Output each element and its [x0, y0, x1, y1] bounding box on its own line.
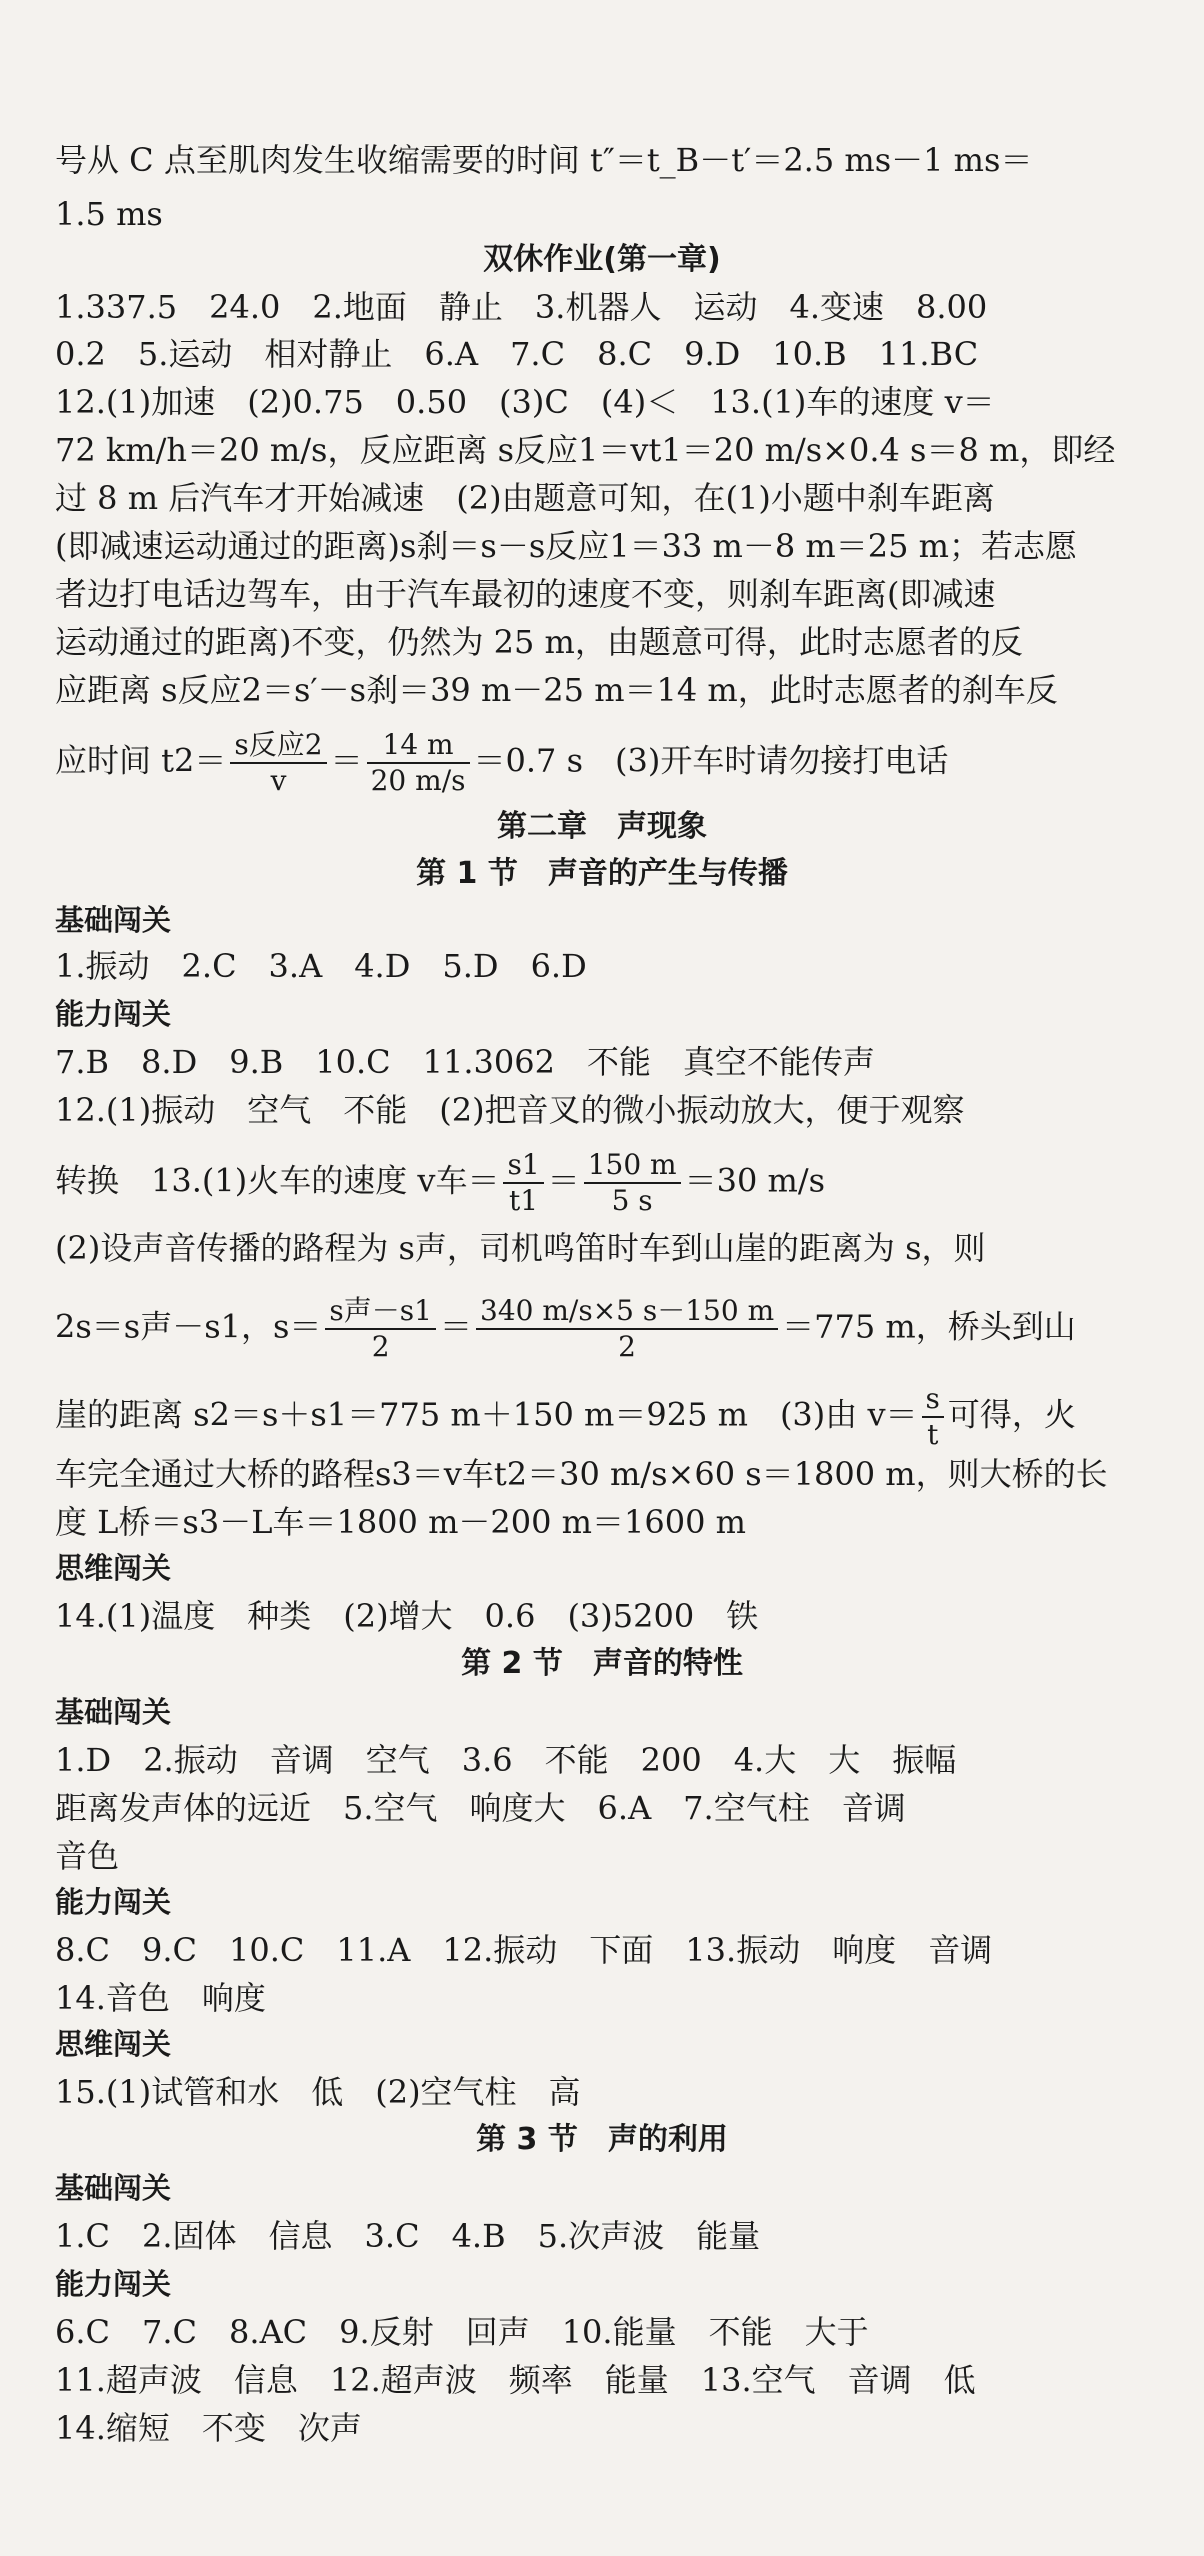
- fraction-numerator: 340 m/s×5 s－150 m: [476, 1294, 778, 1330]
- fraction: [325, 1294, 436, 1364]
- answer-line-with-fraction: [55, 1294, 1174, 1364]
- fraction: [476, 1294, 778, 1364]
- fraction-numerator: s反应2: [230, 728, 326, 764]
- text-segment: 崖的距离 s2＝s＋s1＝775 m＋150 m＝925 m (3)由 v＝: [55, 1395, 918, 1434]
- answer-line-with-fraction: [55, 1148, 1174, 1218]
- answer-line: 车完全通过大桥的路程s3＝v车t2＝30 m/s×60 s＝1800 m，则大桥的长: [55, 1455, 1108, 1493]
- fraction-numerator: s: [922, 1382, 944, 1418]
- fraction-numerator: 14 m: [367, 728, 470, 764]
- answer-line: 1.5 ms: [55, 195, 163, 233]
- answer-line: 14.缩短 不变 次声: [55, 2409, 362, 2447]
- section-heading: 第 2 节 声音的特性: [461, 1646, 743, 1681]
- fraction: [922, 1382, 944, 1452]
- answer-line: 11.超声波 信息 12.超声波 频率 能量 13.空气 音调 低: [55, 2361, 976, 2399]
- subsection-label: 基础闯关: [55, 903, 172, 937]
- answer-line: 8.C 9.C 10.C 11.A 12.振动 下面 13.振动 响度 音调: [55, 1931, 993, 1969]
- answer-line: 1.D 2.振动 音调 空气 3.6 不能 200 4.大 大 振幅: [55, 1741, 957, 1779]
- text-segment: ＝: [330, 741, 363, 780]
- subsection-label: 能力闯关: [55, 997, 172, 1031]
- section-heading: 第 1 节 声音的产生与传播: [416, 856, 788, 891]
- text-segment: ＝: [547, 1161, 580, 1200]
- answer-line: 度 L桥＝s3－L车＝1800 m－200 m＝1600 m: [55, 1503, 746, 1541]
- fraction-denominator: v: [270, 764, 287, 797]
- answer-line: 运动通过的距离)不变，仍然为 25 m，由题意可得，此时志愿者的反: [55, 623, 1023, 661]
- answer-line: 15.(1)试管和水 低 (2)空气柱 高: [55, 2073, 581, 2111]
- fraction-denominator: 2: [371, 1330, 390, 1363]
- fraction-denominator: t: [927, 1418, 939, 1451]
- fraction: [503, 1148, 543, 1218]
- text-segment: 可得，火: [947, 1395, 1076, 1434]
- answer-line: 过 8 m 后汽车才开始减速 (2)由题意可知，在(1)小题中刹车距离: [55, 479, 995, 517]
- answer-line: 14.(1)温度 种类 (2)增大 0.6 (3)5200 铁: [55, 1597, 759, 1635]
- answer-line: (2)设声音传播的路程为 s声，司机鸣笛时车到山崖的距离为 s，则: [55, 1229, 986, 1267]
- subsection-label: 思维闯关: [55, 1551, 172, 1585]
- text-segment: ＝775 m，桥头到山: [782, 1307, 1076, 1346]
- answer-line-with-fraction: [55, 1382, 1174, 1452]
- subsection-label: 思维闯关: [55, 2027, 172, 2061]
- fraction-denominator: 2: [618, 1330, 636, 1363]
- answer-line: 12.(1)加速 (2)0.75 0.50 (3)C (4)＜ 13.(1)车的速度 v＝: [55, 383, 995, 421]
- answer-line: 0.2 5.运动 相对静止 6.A 7.C 8.C 9.D 10.B 11.BC: [55, 335, 979, 373]
- answer-line: 72 km/h＝20 m/s，反应距离 s反应1＝vt1＝20 m/s×0.4 s＝8 m，即经: [55, 431, 1116, 469]
- fraction-numerator: s1: [503, 1148, 543, 1184]
- answer-line: 音色: [55, 1837, 120, 1875]
- answer-line: 1.C 2.固体 信息 3.C 4.B 5.次声波 能量: [55, 2217, 761, 2255]
- answer-line: 7.B 8.D 9.B 10.C 11.3062 不能 真空不能传声: [55, 1043, 875, 1081]
- answer-line: 1.振动 2.C 3.A 4.D 5.D 6.D: [55, 947, 587, 985]
- subsection-label: 能力闯关: [55, 1885, 172, 1919]
- answer-line: 6.C 7.C 8.AC 9.反射 回声 10.能量 不能 大于: [55, 2313, 869, 2351]
- chapter-heading: 第二章 声现象: [497, 809, 707, 844]
- fraction-denominator: 20 m/s: [370, 764, 466, 797]
- text-segment: ＝: [439, 1307, 472, 1346]
- answer-line: 14.音色 响度: [55, 1979, 266, 2017]
- fraction-numerator: s声－s1: [325, 1294, 436, 1330]
- section-heading: 第 3 节 声的利用: [476, 2122, 728, 2157]
- fraction: [584, 1148, 681, 1218]
- answer-line: (即减速运动通过的距离)s刹＝s－s反应1＝33 m－8 m＝25 m；若志愿: [55, 527, 1077, 565]
- text-segment: ＝0.7 s (3)开车时请勿接打电话: [473, 741, 949, 780]
- answer-line: 1.337.5 24.0 2.地面 静止 3.机器人 运动 4.变速 8.00: [55, 288, 988, 326]
- answer-line: 12.(1)振动 空气 不能 (2)把音叉的微小振动放大，便于观察: [55, 1091, 965, 1129]
- subsection-label: 基础闯关: [55, 1695, 172, 1729]
- answer-line: 号从 C 点至肌肉发生收缩需要的时间 t″＝t_B－t′＝2.5 ms－1 ms＝: [55, 141, 1033, 179]
- answer-line: 者边打电话边驾车，由于汽车最初的速度不变，则刹车距离(即减速: [55, 575, 996, 613]
- fraction-denominator: 5 s: [611, 1184, 653, 1217]
- fraction-denominator: t1: [509, 1184, 539, 1217]
- text-segment: 应时间 t2＝: [55, 741, 227, 780]
- fraction: [367, 728, 470, 798]
- fraction: [230, 728, 326, 798]
- text-segment: ＝30 m/s: [684, 1161, 826, 1200]
- section-heading: 双休作业(第一章): [483, 242, 721, 277]
- text-segment: 2s＝s声－s1，s＝: [55, 1307, 322, 1346]
- subsection-label: 基础闯关: [55, 2171, 172, 2205]
- answer-line: 距离发声体的远近 5.空气 响度大 6.A 7.空气柱 音调: [55, 1789, 906, 1827]
- fraction-numerator: 150 m: [584, 1148, 681, 1184]
- answer-line-with-fraction: [55, 728, 1174, 798]
- text-segment: 转换 13.(1)火车的速度 v车＝: [55, 1161, 500, 1200]
- answer-line: 应距离 s反应2＝s′－s刹＝39 m－25 m＝14 m，此时志愿者的刹车反: [55, 671, 1058, 709]
- subsection-label: 能力闯关: [55, 2267, 172, 2301]
